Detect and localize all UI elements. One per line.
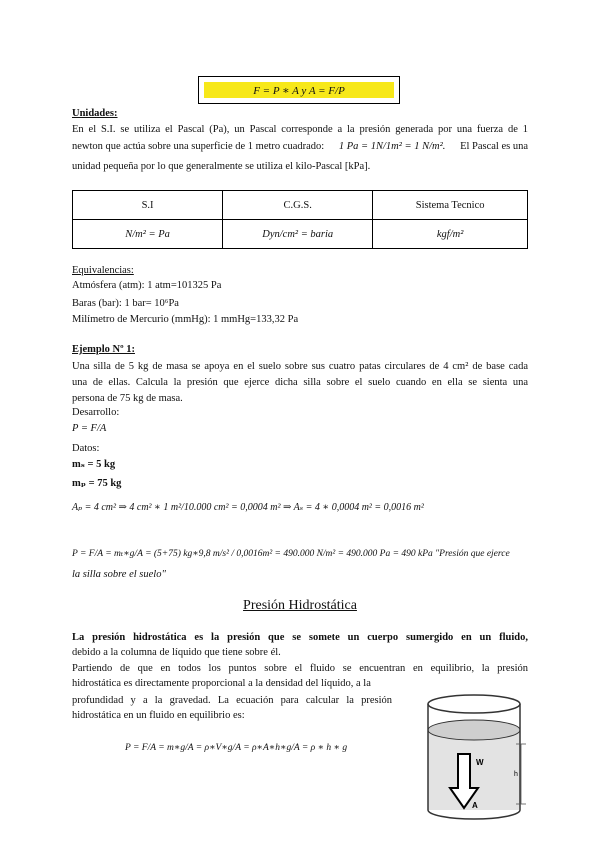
cylinder-figure — [418, 692, 530, 820]
ejemplo-p3: persona de 75 kg de masa. — [72, 393, 183, 404]
equivalencia-item: Milímetro de Mercurio (mmHg): 1 mmHg=133,32 Pa — [72, 314, 299, 325]
hidro-p3: profundidad y a la gravedad. La ecuación para calcular la presión — [72, 695, 392, 706]
table-header-cgs: C.G.S. — [223, 191, 373, 220]
ejemplo-p1: Una silla de 5 kg de masa se apoya en el suelo sobre sus cuatro patas circulares de 4 cm² de base cada — [72, 361, 528, 372]
table-header-si: S.I — [73, 191, 223, 220]
ejemplo-p2: una de ellas. Calcula la presión que ejerce dicha silla sobre el suelo cuando en ella se sienta una — [72, 377, 528, 388]
ejemplo-eq-p: P = F/A — [72, 423, 107, 434]
unidades-line2 — [72, 140, 528, 154]
equivalencia-item: Baras (bar): 1 bar= 10⁶Pa — [72, 298, 179, 309]
equivalencia-item: Atmósfera (atm): 1 atm=101325 Pa — [72, 280, 222, 291]
unidades-line2-pre: newton que actúa sobre una superficie de 1 metro cuadrado: — [72, 141, 325, 152]
pressure-quote-a: "Presión que ejerce — [435, 549, 510, 559]
area-equation: Aₚ = 4 cm² ⇒ 4 cm² ∗ 1 m²/10.000 cm² = 0,0004 m² ⇒ Aₛ = 4 ∗ 0,0004 m² = 0,0016 m² — [72, 502, 424, 513]
unidades-line1: En el S.I. se utiliza el Pascal (Pa), un Pascal corresponde a la presión generada por una fuerza de 1 — [72, 124, 528, 135]
fig-label-w: W — [476, 758, 484, 767]
fluid-body — [428, 730, 520, 810]
table-header-tecnico: Sistema Tecnico — [373, 191, 528, 220]
hidro-final-equation: P = F/A = m∗g/A = ρ∗V∗g/A = ρ∗A∗h∗g/A = ρ ∗ h ∗ g — [125, 743, 348, 753]
ejemplo-mp: mₚ = 75 kg — [72, 478, 122, 489]
units-table — [72, 190, 528, 249]
ejemplo-desarrollo: Desarrollo: — [72, 407, 120, 418]
hidro-p2: hidrostática es directamente proporcional a la densidad del líquido, a la — [72, 678, 371, 689]
hidro-heading: Presión Hidrostática — [243, 598, 357, 613]
unidades-line3: unidad pequeña por lo que generalmente se utiliza el kilo-Pascal [kPa]. — [72, 161, 371, 172]
ejemplo-heading: Ejemplo Nº 1: — [72, 344, 135, 355]
ejemplo-ms: mₛ = 5 kg — [72, 459, 116, 470]
fig-label-a: A — [472, 801, 478, 810]
unidades-line2-post: El Pascal es una — [460, 141, 528, 152]
table-cell-cgs: Dyn/cm² = baria — [223, 220, 373, 249]
equivalencias-title: Equivalencias: — [72, 265, 134, 276]
ejemplo-datos: Datos: — [72, 443, 100, 454]
unidades-line2-eq: 1 Pa = 1N/1m² = 1 N/m². — [338, 141, 446, 152]
table-row — [73, 220, 528, 249]
hidro-p4: hidrostática en un fluido en equilibrio es: — [72, 710, 245, 721]
hidro-p1: Partiendo de que en todos los puntos sobre el fluido se encuentran en equilibrio, la presión — [72, 663, 528, 674]
table-cell-si: N/m² = Pa — [73, 220, 223, 249]
formula-text: F = P ∗ A y A = F/P — [253, 84, 345, 97]
hidro-def-bold: La presión hidrostática es la presión que se somete un cuerpo sumergido en un fluido, — [72, 632, 528, 643]
cylinder-bottom-rim — [428, 810, 520, 819]
cylinder-top-rim — [428, 695, 520, 713]
fluid-surface — [428, 720, 520, 740]
table-header-row — [73, 191, 528, 220]
pressure-equation — [72, 548, 510, 559]
hidro-def-rest: debido a la columna de líquido que tiene sobre él. — [72, 647, 281, 658]
formula-box — [198, 76, 400, 104]
pressure-equation-body: P = F/A = mₜ∗g/A = (5+75) kg∗9,8 m/s² / 0,0016m² = 490.000 N/m² = 490.000 Pa = 490 kPa — [72, 549, 433, 559]
unidades-heading: Unidades: — [72, 108, 118, 119]
table-cell-tecnico: kgf/m² — [373, 220, 528, 249]
pressure-quote-b: la silla sobre el suelo" — [72, 569, 166, 580]
fig-label-h: h — [514, 771, 518, 778]
